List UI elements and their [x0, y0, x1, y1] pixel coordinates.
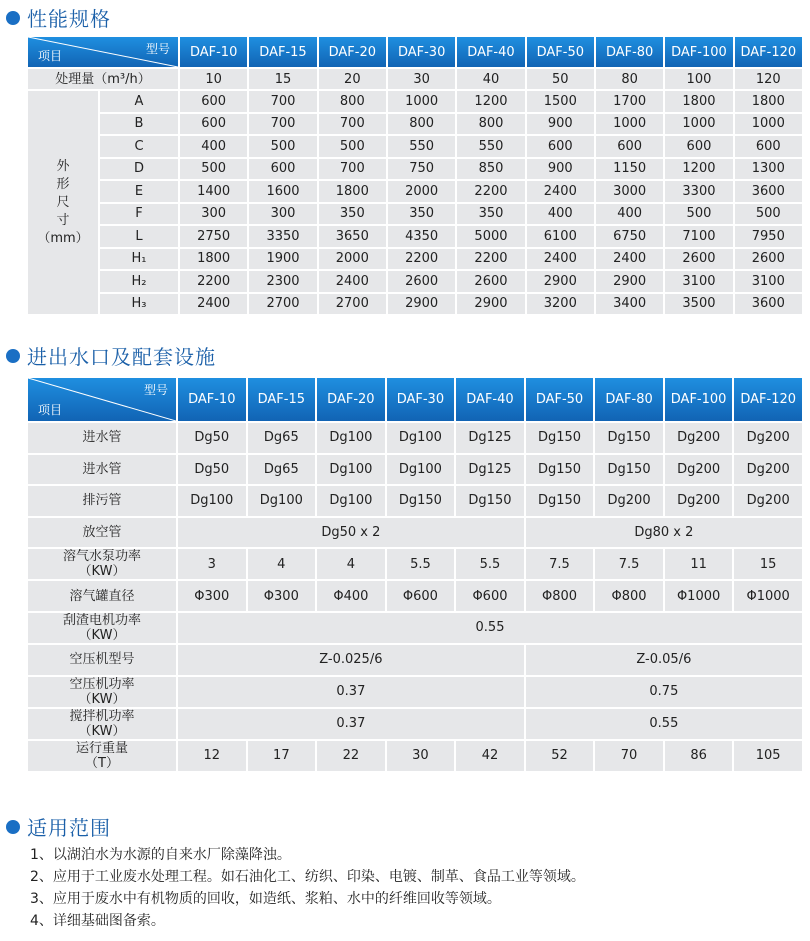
table-cell: 500 [735, 204, 802, 225]
row-label [28, 709, 176, 739]
table-cell: 50 [527, 69, 594, 89]
table-cell: 1300 [735, 159, 802, 180]
model-header-cell: DAF-10 [180, 37, 247, 67]
table-cell: 400 [180, 136, 247, 157]
table-cell: 3 [178, 549, 246, 579]
row-label-part: 刮渣电机功率 [62, 612, 141, 628]
row-label-part: （T） [85, 755, 119, 771]
table-cell: 7.5 [595, 549, 663, 579]
row-label-part: （KW） [78, 723, 126, 739]
table-cell: 500 [319, 136, 386, 157]
table-cell: Dg125 [456, 455, 524, 485]
table-row [28, 204, 802, 225]
table-cell: 2000 [319, 249, 386, 270]
table-cell: Dg150 [526, 455, 594, 485]
table-cell: 2200 [388, 249, 455, 270]
table-row [28, 136, 802, 157]
fittings-table [28, 378, 806, 771]
table-row [28, 581, 802, 611]
section-title-text: 适用范围 [27, 816, 111, 840]
corner-model-label: 型号 [145, 42, 170, 56]
row-label-part: （KW） [78, 691, 126, 707]
table-row [28, 159, 802, 180]
row-label [28, 677, 176, 707]
table-cell: 30 [388, 69, 455, 89]
table-cell: Φ800 [526, 581, 594, 611]
model-header-cell: DAF-100 [665, 37, 732, 67]
row-label-part: 放空管 [82, 525, 122, 541]
table-cell: 1800 [180, 249, 247, 270]
table-cell: 300 [180, 204, 247, 225]
table-cell: 850 [457, 159, 524, 180]
table-cell: 350 [388, 204, 455, 225]
table-row [28, 69, 802, 89]
model-header-cell: DAF-10 [178, 378, 246, 421]
model-header-cell: DAF-40 [456, 378, 524, 421]
header-row [28, 378, 802, 421]
table-cell: 120 [735, 69, 802, 89]
dim-label: B [100, 114, 178, 135]
table-cell: Φ300 [248, 581, 316, 611]
table-row [28, 271, 802, 292]
model-header-cell: DAF-15 [248, 378, 316, 421]
table-cell: 4 [317, 549, 385, 579]
table-cell: Dg125 [456, 423, 524, 453]
table-row [28, 741, 802, 771]
table-cell: 0.55 [526, 709, 802, 739]
model-header-cell: DAF-100 [665, 378, 733, 421]
table-cell: 3000 [596, 181, 663, 202]
table-cell: 1200 [457, 91, 524, 112]
table-cell: Dg150 [526, 486, 594, 516]
table-cell: 600 [527, 136, 594, 157]
table-cell: 2600 [457, 271, 524, 292]
table-cell: 17 [248, 741, 316, 771]
table-cell: 1200 [665, 159, 732, 180]
table-cell: Dg100 [178, 486, 246, 516]
section-title-usage [6, 812, 111, 841]
table-cell: 3100 [735, 271, 802, 292]
model-header-cell: DAF-40 [457, 37, 524, 67]
table-cell: Dg200 [734, 423, 802, 453]
table-cell: Φ400 [317, 581, 385, 611]
table-cell: Φ300 [178, 581, 246, 611]
table-row [28, 249, 802, 270]
table-cell: 0.37 [178, 677, 524, 707]
table-cell: 750 [388, 159, 455, 180]
table-cell: 2900 [388, 294, 455, 315]
table-cell: 2700 [249, 294, 316, 315]
model-header-cell: DAF-120 [735, 37, 802, 67]
table-cell: 2400 [527, 181, 594, 202]
table-cell: 700 [319, 114, 386, 135]
dim-label: D [100, 159, 178, 180]
table-cell: Dg100 [387, 455, 455, 485]
table-row [28, 613, 802, 643]
model-header-cell: DAF-50 [527, 37, 594, 67]
usage-item: 1、以湖泊水为水源的自来水厂除藻降浊。 [30, 847, 291, 863]
bullet-dot-icon [6, 11, 20, 25]
table-cell: 2200 [457, 249, 524, 270]
table-cell: 6750 [596, 226, 663, 247]
table-cell: 1000 [735, 114, 802, 135]
section-title-text: 性能规格 [27, 7, 111, 31]
table-cell: 52 [526, 741, 594, 771]
table-cell: 22 [317, 741, 385, 771]
table-cell: 40 [457, 69, 524, 89]
table-cell: 1400 [180, 181, 247, 202]
row-label [28, 741, 176, 771]
table-cell: Z-0.025/6 [178, 645, 524, 675]
model-header-cell: DAF-15 [249, 37, 316, 67]
table-cell: 7950 [735, 226, 802, 247]
table-cell: Z-0.05/6 [526, 645, 802, 675]
table-cell: 2600 [665, 249, 732, 270]
row-label [28, 518, 176, 548]
table-cell: 550 [457, 136, 524, 157]
table-cell: Dg150 [387, 486, 455, 516]
section-title-fittings [6, 341, 216, 370]
corner-item-label: 项目 [38, 403, 63, 417]
table-cell: 7.5 [526, 549, 594, 579]
table-cell: 4 [248, 549, 316, 579]
model-header-cell: DAF-80 [595, 378, 663, 421]
row-label [28, 581, 176, 611]
table-cell: 500 [180, 159, 247, 180]
table-cell: 2000 [388, 181, 455, 202]
table-row [28, 226, 802, 247]
table-cell: Dg50 [178, 455, 246, 485]
table-cell: 42 [456, 741, 524, 771]
model-header-cell: DAF-50 [526, 378, 594, 421]
table-cell: 2900 [596, 271, 663, 292]
model-header-cell: DAF-30 [388, 37, 455, 67]
usage-item: 3、应用于废水中有机物质的回收，如造纸、浆粕、水中的纤维回收等领域。 [30, 891, 501, 907]
table-cell: 700 [319, 159, 386, 180]
table-cell: Dg200 [734, 455, 802, 485]
table-cell: Φ600 [387, 581, 455, 611]
table-cell: 2750 [180, 226, 247, 247]
table-cell: 3100 [665, 271, 732, 292]
table-cell: 80 [596, 69, 663, 89]
table-cell: Φ800 [595, 581, 663, 611]
table-cell: 30 [387, 741, 455, 771]
table-cell: 800 [319, 91, 386, 112]
table-cell: 2400 [596, 249, 663, 270]
table-cell: Dg100 [317, 455, 385, 485]
table-cell: Dg150 [595, 455, 663, 485]
table-cell: 2700 [319, 294, 386, 315]
table-cell: Dg100 [317, 486, 385, 516]
table-cell: 800 [457, 114, 524, 135]
dim-label: E [100, 181, 178, 202]
usage-item: 4、详细基础图备索。 [30, 913, 165, 929]
dim-label: L [100, 226, 178, 247]
table-row [28, 181, 802, 202]
row-label-part: （KW） [78, 564, 126, 580]
row-label-part: （KW） [78, 627, 126, 643]
table-row [28, 423, 802, 453]
table-cell: 1150 [596, 159, 663, 180]
table-cell: 800 [388, 114, 455, 135]
table-cell: 400 [527, 204, 594, 225]
table-cell: 1500 [527, 91, 594, 112]
model-header-cell: DAF-120 [734, 378, 802, 421]
dim-label: A [100, 91, 178, 112]
table-cell: 20 [319, 69, 386, 89]
table-cell: Dg50 [178, 423, 246, 453]
row-label-part: 搅拌机功率 [69, 708, 135, 724]
table-cell: 7100 [665, 226, 732, 247]
table-cell: 600 [735, 136, 802, 157]
header-row [28, 37, 802, 67]
corner-item-label: 项目 [38, 49, 63, 63]
table-cell: 2900 [457, 294, 524, 315]
table-cell: 2400 [319, 271, 386, 292]
table-cell: 12 [178, 741, 246, 771]
model-header-cell: DAF-30 [387, 378, 455, 421]
row-label-part: 进水管 [82, 461, 122, 477]
table-cell: Dg150 [456, 486, 524, 516]
table-cell: 1900 [249, 249, 316, 270]
row-label: 处理量（m³/h） [28, 69, 178, 89]
table-cell: 1000 [665, 114, 732, 135]
dim-label: H₃ [100, 294, 178, 315]
table-cell: 900 [527, 159, 594, 180]
row-label [28, 423, 176, 453]
usage-item: 2、应用于工业废水处理工程。如石油化工、纺织、印染、电镀、制革、食品工业等领域。 [30, 869, 585, 885]
table-cell: 0.37 [178, 709, 524, 739]
dims-group-label-part: 尺 [56, 194, 70, 210]
dims-group-label-part: 外 [56, 158, 70, 174]
table-cell: 2400 [180, 294, 247, 315]
table-cell: Dg100 [387, 423, 455, 453]
dims-group-label-part: 形 [56, 176, 70, 192]
table-row [28, 486, 802, 516]
table-row [28, 114, 802, 135]
bullet-dot-icon [6, 349, 20, 363]
dim-label: F [100, 204, 178, 225]
table-cell: 2200 [180, 271, 247, 292]
row-label [28, 455, 176, 485]
table-cell: 700 [249, 91, 316, 112]
table-cell: Dg200 [595, 486, 663, 516]
spec-table [28, 37, 806, 314]
table-row [28, 709, 802, 739]
table-cell: 350 [457, 204, 524, 225]
bullet-dot-icon [6, 820, 20, 834]
table-cell: 86 [665, 741, 733, 771]
row-label [28, 645, 176, 675]
table-cell: Dg200 [734, 486, 802, 516]
table-cell: 105 [734, 741, 802, 771]
table-cell: 3300 [665, 181, 732, 202]
table-cell: 10 [180, 69, 247, 89]
table-cell: 3350 [249, 226, 316, 247]
usage-list [30, 844, 585, 932]
table-cell: 4350 [388, 226, 455, 247]
row-label-part: 溶气罐直径 [69, 588, 135, 604]
model-header-cell: DAF-80 [596, 37, 663, 67]
table-cell: Dg200 [665, 423, 733, 453]
table-cell: 70 [595, 741, 663, 771]
table-cell: 700 [249, 114, 316, 135]
section-title-text: 进出水口及配套设施 [27, 345, 216, 369]
table-cell: 400 [596, 204, 663, 225]
table-cell: Dg200 [665, 455, 733, 485]
table-cell: Dg65 [248, 455, 316, 485]
table-cell: Dg200 [665, 486, 733, 516]
table-cell: 1000 [596, 114, 663, 135]
table-cell: Dg150 [526, 423, 594, 453]
table-cell: 5.5 [387, 549, 455, 579]
table-cell: 1600 [249, 181, 316, 202]
dims-group-label-part: 寸 [56, 212, 70, 228]
model-header-cell: DAF-20 [317, 378, 385, 421]
table-row [28, 91, 802, 112]
table-cell: 3500 [665, 294, 732, 315]
row-label-part: 进水管 [82, 430, 122, 446]
table-row [28, 294, 802, 315]
table-cell: 500 [665, 204, 732, 225]
row-label-part: 排污管 [82, 493, 122, 509]
dim-label: H₁ [100, 249, 178, 270]
dims-group-label [28, 91, 98, 314]
table-cell: 100 [665, 69, 732, 89]
table-cell: 2400 [527, 249, 594, 270]
table-cell: 11 [665, 549, 733, 579]
table-cell: 300 [249, 204, 316, 225]
table-cell: Φ1000 [734, 581, 802, 611]
table-cell: 1800 [665, 91, 732, 112]
table-cell: 15 [249, 69, 316, 89]
table-cell: 5000 [457, 226, 524, 247]
table-cell: 3600 [735, 181, 802, 202]
corner-header-cell [28, 37, 178, 67]
table-cell: 600 [665, 136, 732, 157]
table-cell: Dg50 x 2 [178, 518, 524, 548]
table-cell: 0.55 [178, 613, 802, 643]
table-row [28, 549, 802, 579]
table-cell: 3200 [527, 294, 594, 315]
table-row [28, 677, 802, 707]
corner-header-cell [28, 378, 176, 421]
corner-model-label: 型号 [143, 383, 168, 397]
row-label-part: 运行重量 [75, 740, 128, 756]
table-cell: Φ600 [456, 581, 524, 611]
table-row [28, 645, 802, 675]
table-cell: 1000 [388, 91, 455, 112]
table-cell: 2200 [457, 181, 524, 202]
table-cell: 600 [249, 159, 316, 180]
table-cell: 600 [180, 91, 247, 112]
table-cell: 900 [527, 114, 594, 135]
table-cell: 5.5 [456, 549, 524, 579]
table-cell: 600 [596, 136, 663, 157]
table-cell: 0.75 [526, 677, 802, 707]
row-label [28, 486, 176, 516]
table-cell: 2900 [527, 271, 594, 292]
table-cell: Φ1000 [665, 581, 733, 611]
table-cell: 15 [734, 549, 802, 579]
table-cell: 2600 [735, 249, 802, 270]
dim-label: H₂ [100, 271, 178, 292]
table-cell: 6100 [527, 226, 594, 247]
table-cell: 350 [319, 204, 386, 225]
table-cell: 1800 [735, 91, 802, 112]
row-label [28, 549, 176, 579]
table-cell: Dg100 [317, 423, 385, 453]
table-row [28, 518, 802, 548]
table-cell: 2300 [249, 271, 316, 292]
table-cell: 500 [249, 136, 316, 157]
table-cell: Dg150 [595, 423, 663, 453]
table-cell: 550 [388, 136, 455, 157]
dim-label: C [100, 136, 178, 157]
row-label-part: 空压机功率 [69, 676, 135, 692]
model-header-cell: DAF-20 [319, 37, 386, 67]
table-cell: Dg65 [248, 423, 316, 453]
dims-group-label-part: （mm） [37, 230, 89, 246]
table-cell: 3600 [735, 294, 802, 315]
table-cell: 1700 [596, 91, 663, 112]
table-row [28, 455, 802, 485]
row-label-part: 空压机型号 [69, 652, 135, 668]
table-cell: Dg80 x 2 [526, 518, 802, 548]
table-cell: 600 [180, 114, 247, 135]
table-cell: Dg100 [248, 486, 316, 516]
table-cell: 1800 [319, 181, 386, 202]
row-label [28, 613, 176, 643]
row-label-part: 溶气水泵功率 [62, 549, 141, 565]
table-cell: 3650 [319, 226, 386, 247]
table-cell: 2600 [388, 271, 455, 292]
table-cell: 3400 [596, 294, 663, 315]
section-title-specs [6, 3, 111, 32]
